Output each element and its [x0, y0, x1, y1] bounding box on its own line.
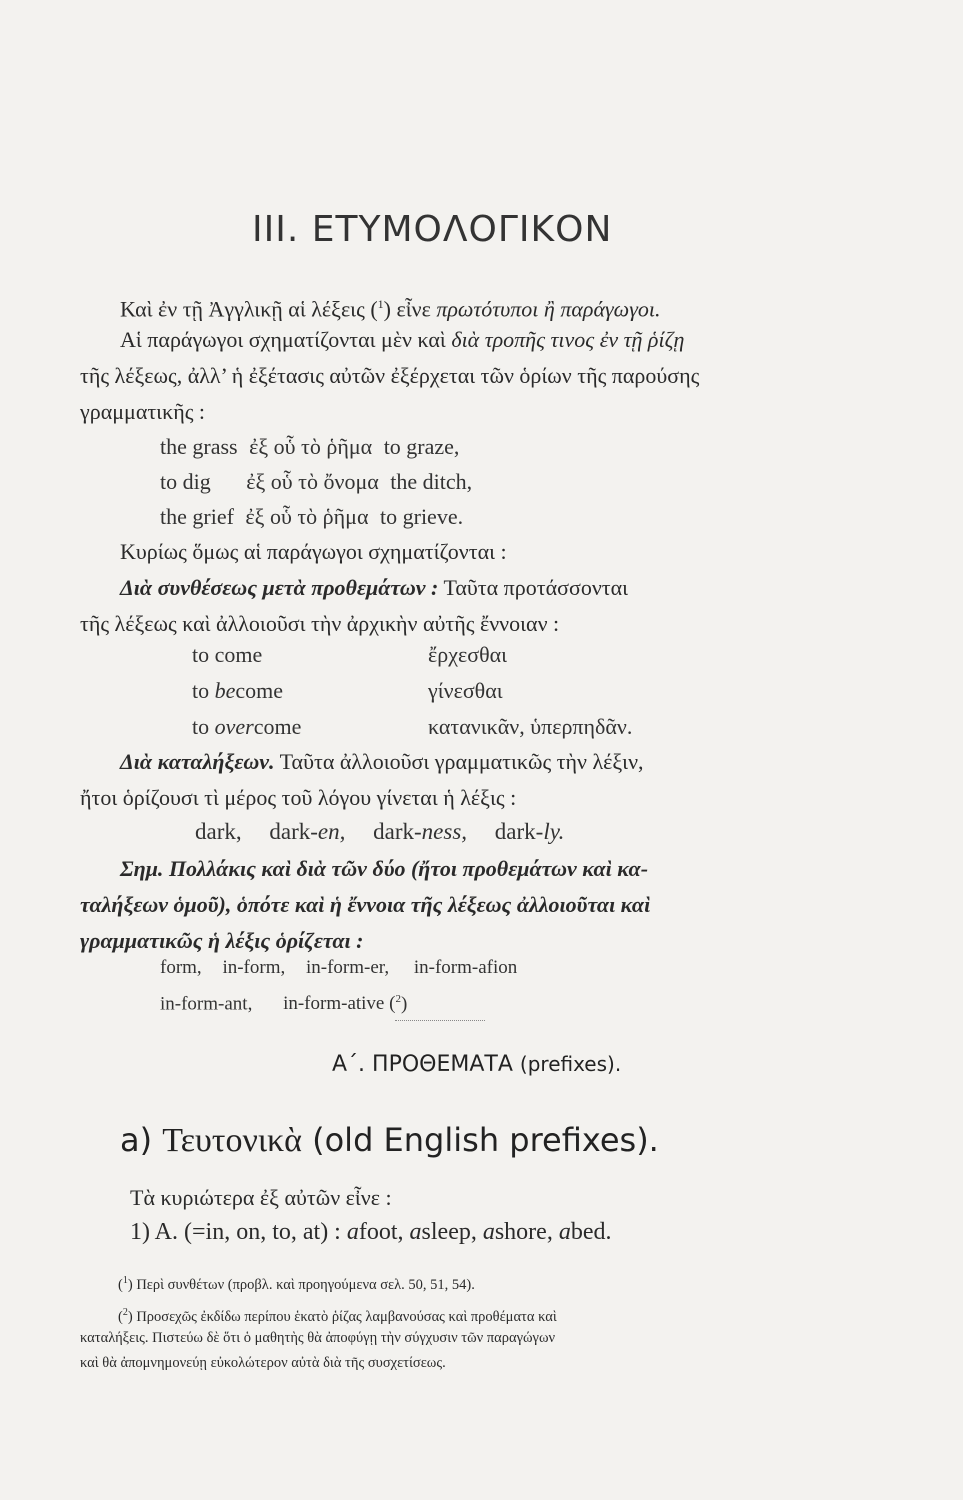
teutonic-label: a)	[120, 1121, 163, 1159]
item-word	[410, 1219, 477, 1245]
suffix-base: dark,	[195, 819, 242, 844]
footnote-1: ($^1$) Περὶ συνθέτων (προβλ. καὶ προηγούμενα σελ. 50, 51, 54).	[118, 1275, 475, 1293]
intro-line-1	[120, 290, 660, 323]
item-word-rest: bed.	[570, 1219, 612, 1245]
root-example-row	[160, 433, 459, 461]
item-number: 1)	[130, 1219, 155, 1245]
item-word	[483, 1219, 553, 1245]
intro-line-4: γραμματικῆς :	[80, 399, 206, 424]
composition-line-2: τῆς λέξεως καὶ ἀλλοιοῦσι τὴν ἀρχικὴν αὐτῆς ἔννοιαν :	[80, 611, 560, 636]
composition-text-1: Ταῦτα προτάσσονται	[438, 575, 629, 600]
section-title-english: (prefixes).	[519, 1052, 622, 1076]
note-example: in-form-ative (	[283, 993, 396, 1015]
suffix-base: dark-	[269, 819, 318, 844]
note-line-2: ταλήξεων ὁμοῦ), ὁπότε καὶ ἡ ἔννοια τῆς λέξεως ἀλλοιοῦται καὶ	[80, 892, 651, 917]
root-example-result: to grieve.	[380, 504, 464, 529]
suffix-em: ness,	[421, 819, 468, 844]
note-example: in-form,	[222, 957, 286, 978]
intro-line-1-text: Καὶ ἐν τῇ Ἀγγλικῇ αἱ λέξεις (	[120, 296, 378, 322]
footnote-ref-2: 2	[395, 993, 401, 1005]
intro-line-2-text: Αἱ παράγωγοι σχηματίζονται μὲν καὶ	[120, 327, 452, 352]
footnote-2-line-3: καὶ θὰ ἀπομνημονεύῃ εὐκολώτερον αὐτὰ διὰ τῆς συσχετίσεως.	[80, 1355, 446, 1371]
composition-line-1	[120, 574, 628, 602]
item-label: A. (=in, on, to, at) :	[154, 1219, 347, 1245]
item-word-prefix: a	[409, 1219, 422, 1245]
intro-line-2-emphasis: διὰ τροπῆς τινος ἐν τῇ ῥίζῃ	[451, 327, 685, 352]
prefix-to: to	[192, 714, 215, 739]
root-example-greek: ἐξ οὗ τὸ ῥῆμα	[245, 504, 369, 529]
root-example-greek: ἐξ οὗ τὸ ῥῆμα	[249, 434, 373, 459]
prefix-example-english	[192, 641, 262, 669]
chapter-title: III. ΕΤΥΜΟΛΟΓΙΚΟΝ	[252, 209, 613, 250]
footnote-ref-1: 1	[377, 297, 384, 311]
item-word-prefix: a	[482, 1219, 495, 1245]
intro-line-3: τῆς λέξεως, ἀλλ’ ἡ ἐξέτασις αὐτῶν ἐξέρχεται τῶν ὁρίων τῆς παρούσης	[80, 363, 700, 388]
item-word-prefix: a	[346, 1219, 359, 1245]
root-example-greek: ἐξ οὗ τὸ ὄνομα	[246, 469, 379, 494]
prefix-item-1	[130, 1218, 611, 1246]
footnote-2: ($^2$) Προσεχῶς ἐκδίδω περίπου ἑκατὸ ῥίζας λαμβανούσας καὶ προθέματα καὶ	[118, 1307, 557, 1325]
note-example: in-form-ant,	[160, 993, 253, 1015]
intro-line-1-text-b: ) εἶνε	[383, 296, 437, 322]
note-label: Σημ.	[120, 856, 164, 881]
item-word	[559, 1219, 612, 1245]
root-example-english: the grass	[160, 434, 238, 459]
note-line-3: γραμματικῶς ἡ λέξις ὁρίζεται :	[80, 928, 364, 953]
item-word-prefix: a	[558, 1219, 571, 1245]
footnote-1-text: Περὶ συνθέτων (προβλ. καὶ προηγούμενα σελ. 50, 51, 54).	[136, 1276, 475, 1293]
item-word-rest: shore,	[494, 1219, 553, 1245]
prefix-base: come	[253, 714, 302, 739]
prefix-example-greek: κατανικᾶν, ὑπερπηδᾶν.	[428, 714, 633, 739]
root-example-english: the grief	[160, 504, 234, 529]
suffix-line-1	[120, 748, 644, 776]
intro-line-2	[120, 326, 684, 354]
section-title-greek: Α΄. ΠΡΟΘΕΜΑΤΑ	[332, 1052, 513, 1077]
footnote-1-number: 1	[122, 1275, 128, 1286]
root-example-row	[160, 503, 463, 531]
note-text-1: Πολλάκις καὶ διὰ τῶν δύο (ἤτοι προθεμάτων καὶ κα-	[163, 856, 649, 881]
suffix-em: ly.	[543, 819, 565, 844]
prefix-to: to	[192, 642, 215, 667]
suffix-em: en,	[317, 819, 346, 844]
footnote-2-number: 2	[122, 1307, 128, 1318]
suffix-example	[195, 819, 242, 844]
root-example-result: to graze,	[383, 434, 460, 459]
prefix-example-greek: γίνεσθαι	[428, 678, 503, 703]
suffix-example	[269, 819, 345, 844]
ornamental-divider	[395, 1020, 485, 1021]
main-ones-line: Τὰ κυριώτερα ἐξ αὐτῶν εἶνε :	[130, 1185, 392, 1210]
footnote-2-line-2: καταλήξεις. Πιστεύω δὲ ὅτι ὁ μαθητὴς θὰ ἀποφύγῃ τὴν σύγχυσιν τῶν παραγώγων	[80, 1330, 556, 1346]
note-line-1	[120, 855, 648, 883]
suffix-example	[495, 819, 565, 844]
mainly-line: Κυρίως ὅμως αἱ παράγωγοι σχηματίζονται :	[120, 539, 507, 564]
root-example-result: the ditch,	[390, 469, 473, 494]
suffix-text-1: Ταῦτα ἀλλοιοῦσι γραμματικῶς τὴν λέξιν,	[274, 749, 644, 774]
suffix-base: dark-	[494, 819, 544, 844]
note-example-row-2	[160, 985, 407, 1018]
item-word	[347, 1219, 404, 1245]
note-example: form,	[160, 957, 202, 978]
section-title	[332, 1050, 621, 1079]
teutonic-english: (old English prefixes).	[301, 1121, 659, 1159]
root-example-english: to dig	[160, 469, 211, 494]
prefix-example-greek: ἔρχεσθαι	[428, 642, 508, 667]
item-word-rest: foot,	[358, 1219, 404, 1245]
note-example-row-1	[160, 954, 517, 982]
prefix-to: to	[192, 678, 215, 703]
suffix-heading: Διὰ καταλήξεων.	[120, 749, 275, 774]
suffix-line-2: ἤτοι ὁρίζουσι τὶ μέρος τοῦ λόγου γίνεται ἡ λέξις :	[80, 785, 517, 810]
note-example: in-form-er,	[305, 957, 390, 978]
suffix-base: dark-	[373, 819, 422, 844]
intro-line-1-emphasis: πρωτότυποι ἢ παράγωγοι.	[436, 296, 661, 322]
prefix-example-english	[192, 713, 301, 741]
prefix-base: come	[214, 642, 263, 667]
prefix-example-english	[192, 677, 283, 705]
footnote-2-text: Προσεχῶς ἐκδίδω περίπου ἑκατὸ ῥίζας λαμβανούσας καὶ προθέματα καὶ	[136, 1308, 557, 1325]
note-example: in-form-afion	[413, 957, 518, 978]
teutonic-greek: Τευτονικὰ	[162, 1122, 302, 1159]
note-example-close: )	[400, 993, 408, 1015]
suffix-examples	[195, 818, 564, 846]
prefix-base: come	[235, 678, 284, 703]
root-example-row	[160, 468, 472, 496]
prefix-em: be	[214, 678, 236, 703]
composition-heading: Διὰ συνθέσεως μετὰ προθεμάτων :	[120, 575, 439, 600]
suffix-example	[373, 819, 467, 844]
prefix-em: over	[214, 714, 254, 739]
item-word-rest: sleep,	[421, 1219, 477, 1245]
teutonic-heading	[120, 1120, 659, 1161]
